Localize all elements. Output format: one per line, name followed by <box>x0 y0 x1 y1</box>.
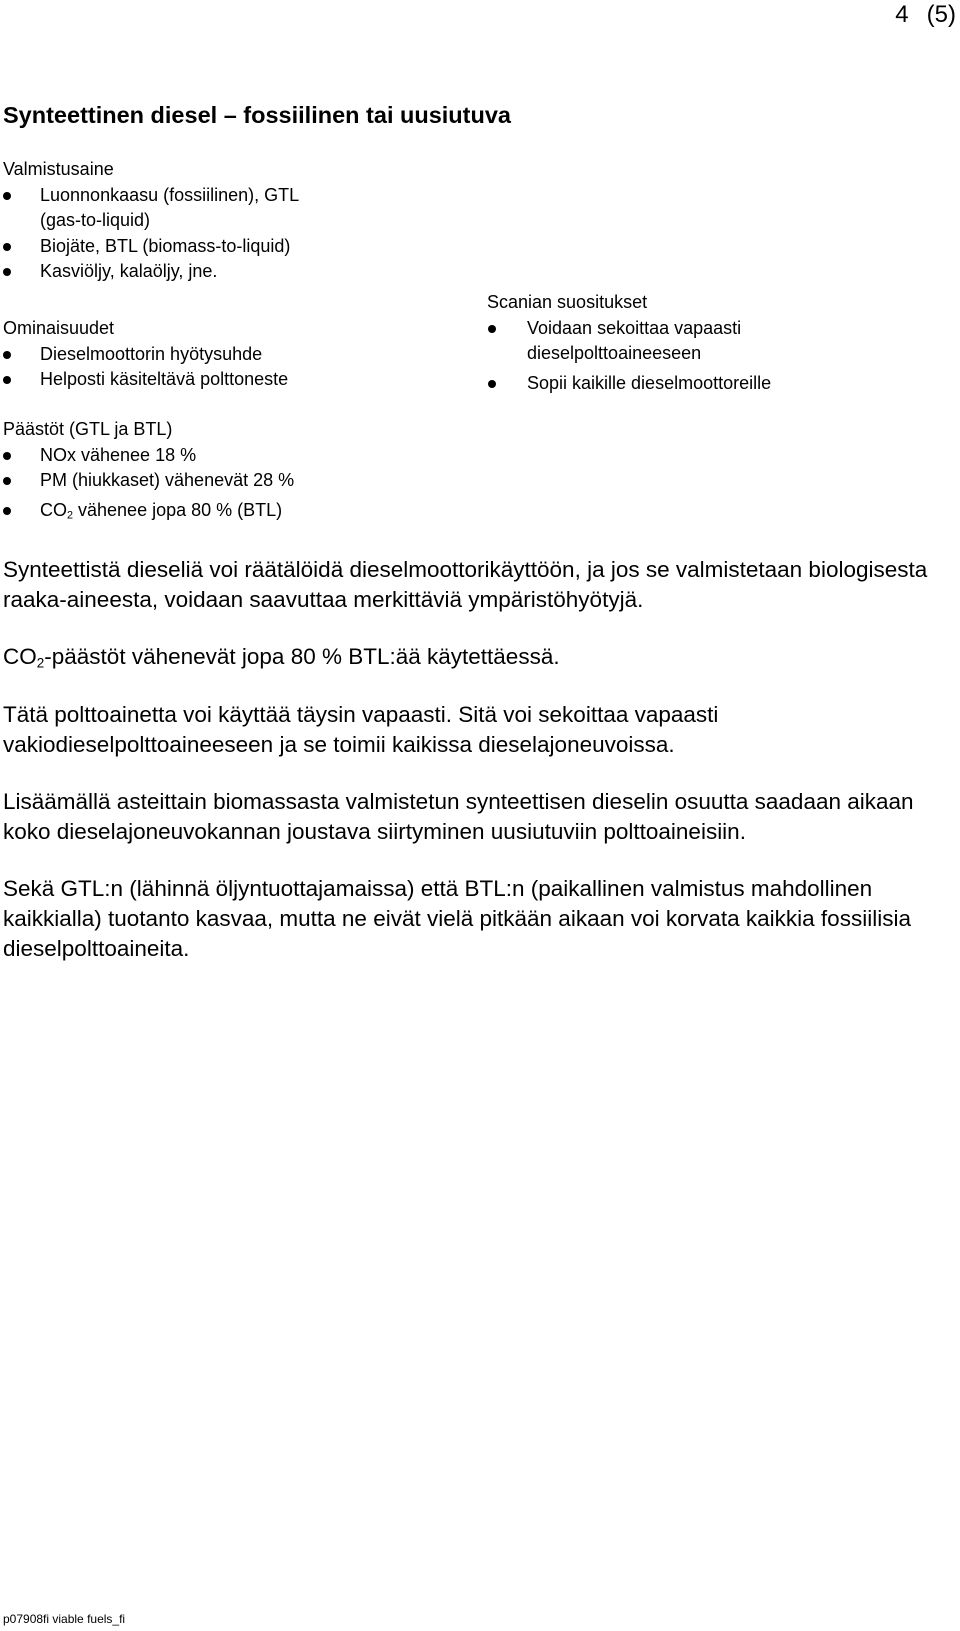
paastot-section <box>3 417 294 523</box>
co2-prefix: CO <box>3 644 37 669</box>
bullet-icon <box>3 507 11 515</box>
bullet-icon <box>3 351 11 359</box>
co2-prefix: CO <box>40 499 67 520</box>
list-item-text: Sopii kaikille dieselmoottoreille <box>527 372 772 393</box>
list-item <box>3 342 288 368</box>
list-item <box>487 371 771 397</box>
paragraph-text: Lisäämällä asteittain biomassasta valmistetun synteettisen dieselin osuutta saadaan aikaan koko dieselajoneuvokannan joustava siirtyminen uusiutuviin polttoaineisiin. <box>3 789 914 844</box>
scania-section <box>487 290 771 396</box>
list-item <box>3 234 299 260</box>
list-item-text <box>40 498 294 524</box>
paragraph-text: Synteettistä dieseliä voi räätälöidä dieselmoottorikäyttöön, ja jos se valmistetaan biologisesta raaka-aineesta, voidaan saavuttaa merkittäviä ympäristöhyötyjä. <box>3 557 928 612</box>
list-item <box>3 498 294 524</box>
list-item-text: Dieselmoottorin hyötysuhde <box>40 343 263 364</box>
paragraph-text: Tätä polttoainetta voi käyttää täysin vapaasti. Sitä voi sekoittaa vapaasti vakiodieselpolttoaineeseen ja se toimii kaikissa dieselajoneuvoissa. <box>3 702 719 757</box>
page-number-total: (5) <box>926 1 956 28</box>
bullet-icon <box>3 376 11 384</box>
list-item-text: Helposti käsiteltävä polttoneste <box>40 369 289 389</box>
ominaisuudet-section <box>3 316 288 393</box>
page-number <box>895 0 956 30</box>
list-item-text: Kasviöljy, kalaöljy, jne. <box>40 261 218 281</box>
co2-subscript: 2 <box>67 509 74 522</box>
ominaisuudet-heading: Ominaisuudet <box>3 318 115 338</box>
bullet-icon <box>3 192 11 200</box>
list-item <box>3 443 294 469</box>
co2-rest: vähenee jopa 80 % (BTL) <box>73 499 283 520</box>
paastot-list <box>3 443 294 524</box>
list-item <box>487 316 771 367</box>
paragraph-text <box>3 642 953 672</box>
list-item-text: (gas-to-liquid) <box>40 210 151 230</box>
list-item-text: dieselpolttoaineeseen <box>527 343 702 363</box>
bullet-icon <box>3 452 11 460</box>
bullet-icon <box>3 477 11 485</box>
list-item <box>3 367 288 393</box>
paastot-heading: Päästöt (GTL ja BTL) <box>3 419 173 439</box>
paragraph-1 <box>3 555 953 615</box>
scania-heading: Scanian suositukset <box>487 292 648 312</box>
paragraph-text: Sekä GTL:n (lähinnä öljyntuottajamaissa) että BTL:n (paikallinen valmistus mahdollinen kaikkialla) tuotanto kasvaa, mutta ne eivät vielä pitkään aikaan voi korvata kaikkia fossiilisia dieselpolttoaineita. <box>3 876 911 961</box>
co2-subscript: 2 <box>36 655 45 671</box>
list-item <box>3 468 294 494</box>
valmistusaine-section <box>3 157 299 285</box>
ominaisuudet-list <box>3 342 288 393</box>
paragraph-2 <box>3 642 953 672</box>
bullet-icon <box>3 268 11 276</box>
scania-list <box>487 316 771 397</box>
paragraph-4 <box>3 787 953 847</box>
list-item-text: NOx vähenee 18 % <box>40 444 197 465</box>
list-item-text: Voidaan sekoittaa vapaasti <box>527 317 742 338</box>
list-item <box>3 259 299 285</box>
document-title: Synteettinen diesel – fossiilinen tai uusiutuva <box>3 102 511 128</box>
bullet-icon <box>488 380 496 388</box>
page-number-current: 4 <box>895 1 909 28</box>
list-item-text: Luonnonkaasu (fossiilinen), GTL <box>40 184 300 205</box>
paragraph-5 <box>3 874 953 964</box>
list-item-text: Biojäte, BTL (biomass-to-liquid) <box>40 235 291 256</box>
co2-rest: -päästöt vähenevät jopa 80 % BTL:ää käytettäessä. <box>44 644 560 669</box>
list-item-text: PM (hiukkaset) vähenevät 28 % <box>40 470 295 490</box>
valmistusaine-list <box>3 183 299 285</box>
bullet-icon <box>3 243 11 251</box>
valmistusaine-heading: Valmistusaine <box>3 159 114 179</box>
list-item <box>3 183 299 234</box>
bullet-icon <box>488 325 496 333</box>
paragraph-3 <box>3 700 953 760</box>
footer-text: p07908fi viable fuels_fi <box>3 1612 126 1626</box>
